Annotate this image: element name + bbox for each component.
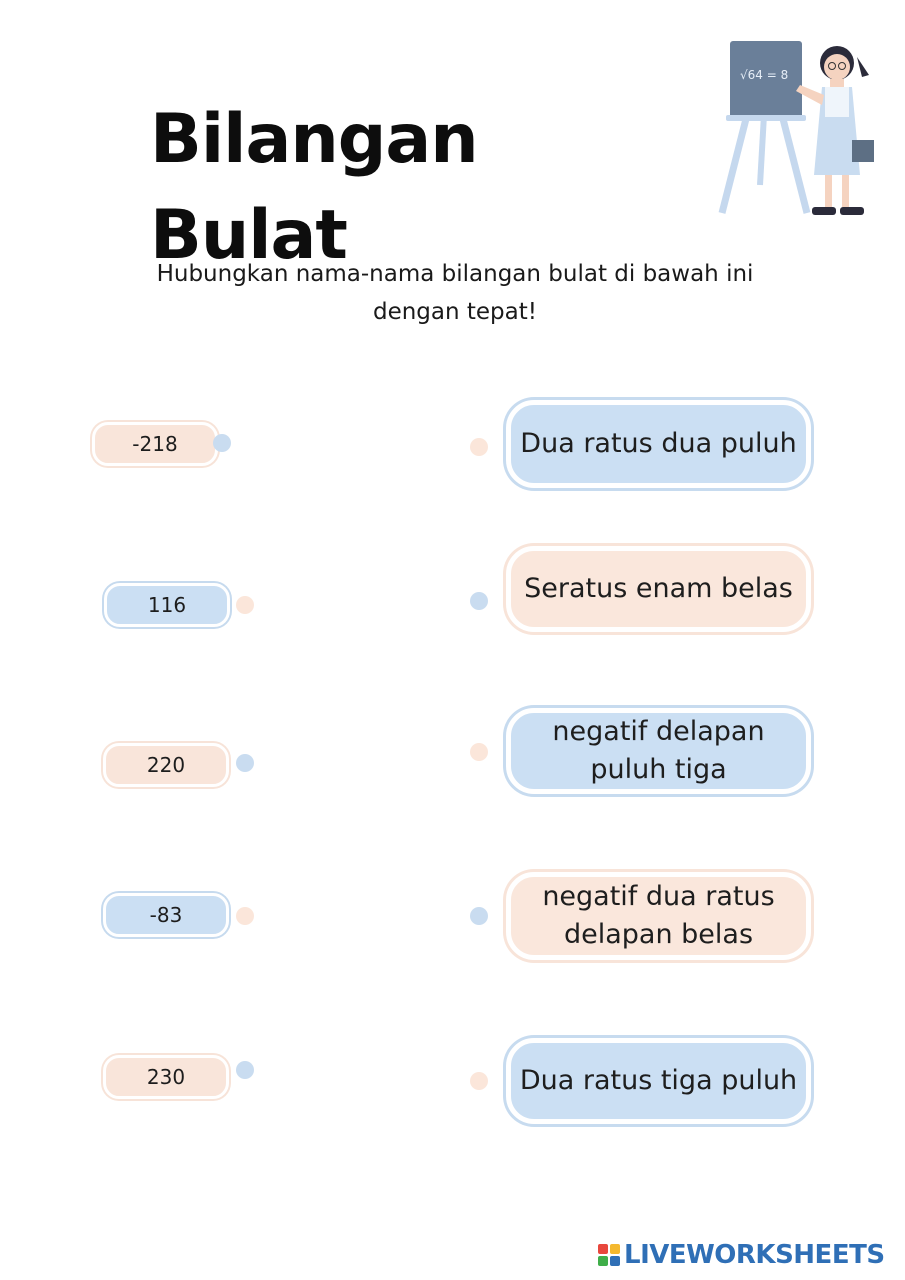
liveworksheets-logo-icon (598, 1244, 620, 1266)
left-connector-dot-3[interactable] (236, 754, 254, 772)
instruction-text (60, 255, 850, 331)
instruction-line-1: Hubungkan nama-nama bilangan bulat di bawah ini (156, 261, 754, 287)
left-item-3[interactable]: 220 (103, 743, 229, 787)
instruction-line-2: dengan tepat! (372, 299, 537, 325)
girl-at-chalkboard-icon (712, 35, 887, 225)
left-connector-dot-4[interactable] (236, 907, 254, 925)
left-item-4[interactable]: -83 (103, 893, 229, 937)
left-connector-dot-1[interactable] (213, 434, 231, 452)
right-item-1[interactable]: Dua ratus dua puluh (506, 400, 811, 488)
right-item-5[interactable]: Dua ratus tiga puluh (506, 1038, 811, 1124)
page-title: Bilangan Bulat (150, 100, 478, 275)
brand-footer (598, 1240, 885, 1270)
right-item-3[interactable]: negatif delapan puluh tiga (506, 708, 811, 794)
right-connector-dot-1[interactable] (470, 438, 488, 456)
left-item-2[interactable]: 116 (104, 583, 230, 627)
right-connector-dot-3[interactable] (470, 743, 488, 761)
right-item-2[interactable]: Seratus enam belas (506, 546, 811, 632)
left-item-5[interactable]: 230 (103, 1055, 229, 1099)
left-item-1[interactable]: -218 (92, 422, 218, 466)
left-connector-dot-5[interactable] (236, 1061, 254, 1079)
right-connector-dot-4[interactable] (470, 907, 488, 925)
left-connector-dot-2[interactable] (236, 596, 254, 614)
brand-name: LIVEWORKSHEETS (624, 1240, 885, 1270)
board-text: √64 = 8 (740, 68, 789, 82)
right-item-4[interactable]: negatif dua ratus delapan belas (506, 872, 811, 960)
right-connector-dot-2[interactable] (470, 592, 488, 610)
right-connector-dot-5[interactable] (470, 1072, 488, 1090)
